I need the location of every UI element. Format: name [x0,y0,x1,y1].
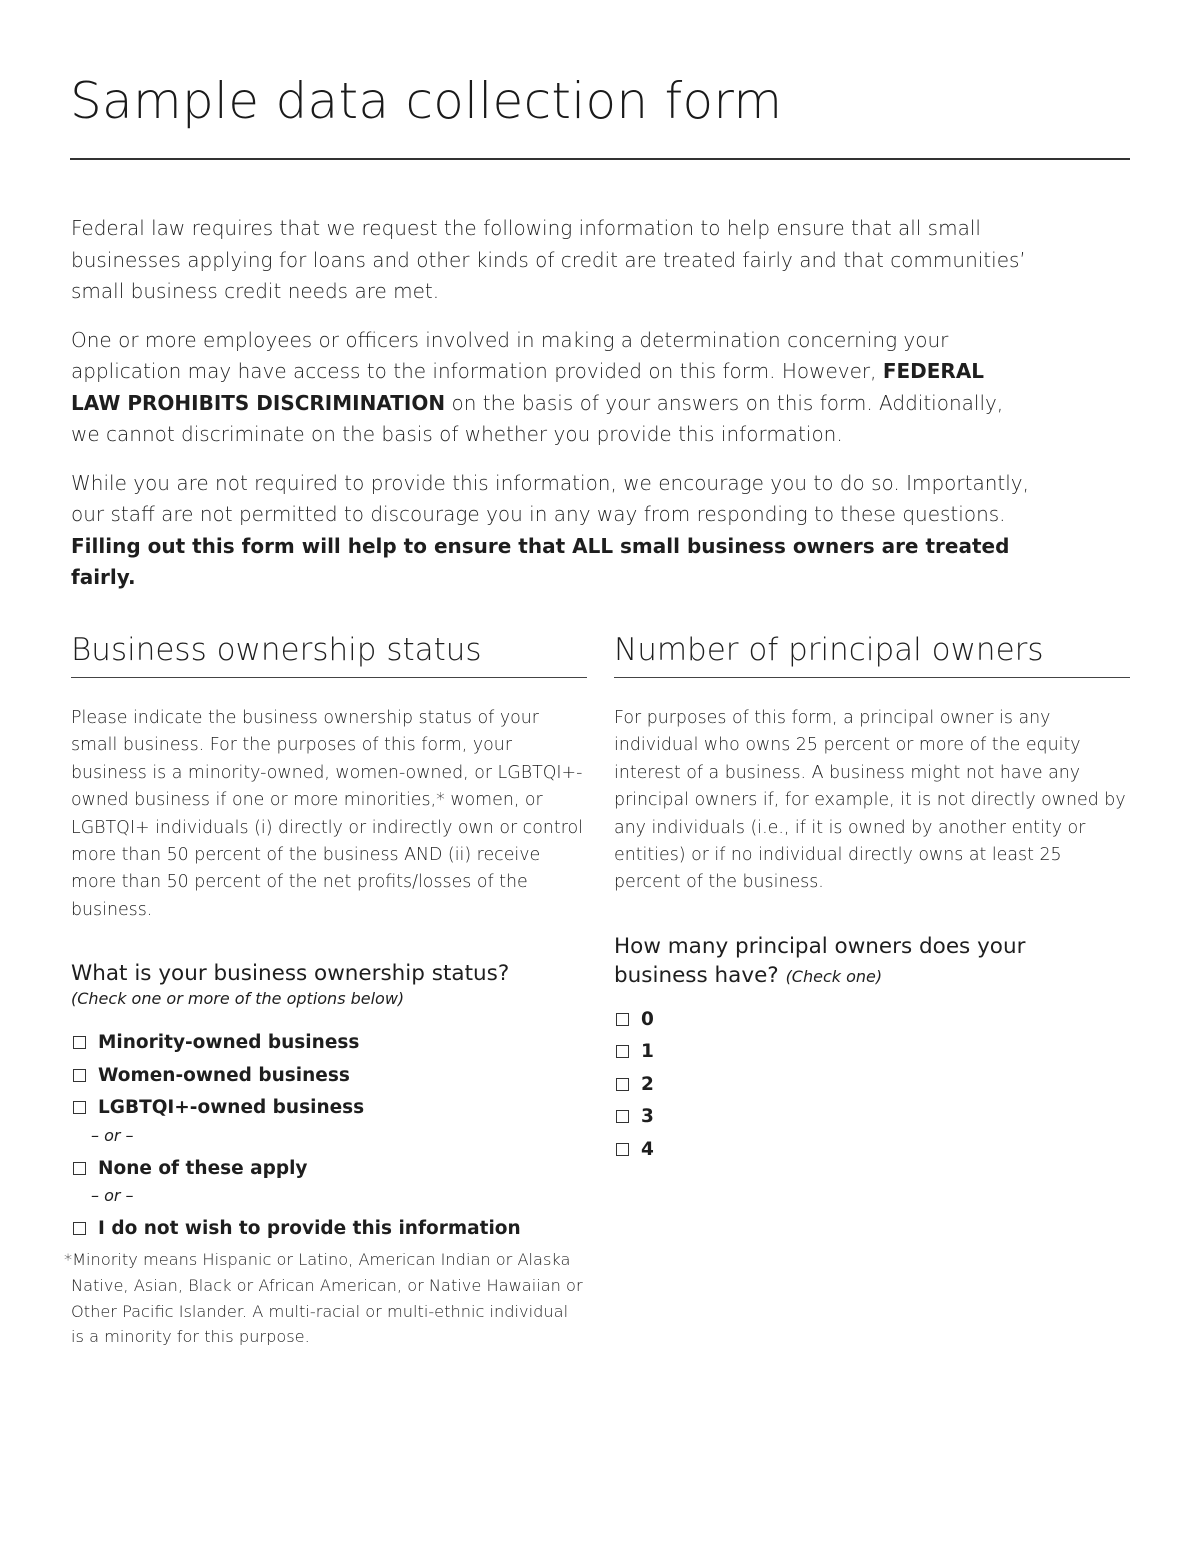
owners-heading: Number of principal owners [614,632,1044,668]
title-divider [70,158,1130,160]
owners-question-line2: business have? [614,962,779,988]
option-label: LGBTQI+-owned business [98,1097,365,1118]
option-owners-2[interactable] [614,1068,1130,1101]
checkbox[interactable] [73,1101,86,1114]
ownership-status-section [71,628,587,1245]
owners-question-line1: How many principal owners does your [614,933,1026,959]
checkbox[interactable] [616,1110,629,1123]
option-label: 4 [641,1138,654,1160]
principal-owners-section [614,628,1130,1165]
option-decline[interactable] [71,1212,587,1245]
option-label: Minority-owned business [98,1032,360,1053]
intro-p2-bold: FEDERAL LAW PROHIBITS DISCRIMINATION [71,359,985,415]
ownership-divider [71,677,587,678]
checkbox[interactable] [73,1162,86,1175]
ownership-question-text: What is your business ownership status? [71,961,510,987]
page-title: Sample data collection form [70,72,783,130]
option-owners-4[interactable] [614,1133,1130,1166]
option-none-apply[interactable] [71,1152,587,1185]
intro-paragraph-1: Federal law requires that we request the following information to help ensure that all small businesses applying for loans and other kinds of credit are treated fairly and that communities’ small business credit needs are met. [71,216,1026,303]
or-separator: – or – [91,1186,134,1206]
checkbox[interactable] [73,1069,86,1082]
intro-text [71,213,1031,611]
option-owners-1[interactable] [614,1035,1130,1068]
ownership-question [71,959,587,1010]
checkbox[interactable] [616,1013,629,1026]
option-women-owned[interactable] [71,1059,587,1092]
minority-footnote [64,1247,594,1350]
option-label: 1 [641,1041,654,1063]
option-lgbtqi-owned[interactable] [71,1091,587,1124]
intro-p3-text: While you are not required to provide this information, we encourage you to do so. Importantly, our staff are not permitted to discourage you in any way from responding to these questions. [71,470,1029,526]
intro-p3-bold: Filling out this form will help to ensure that ALL small business owners are treated fairly. [71,533,1010,589]
owners-question [614,932,1130,991]
option-label: 3 [641,1106,654,1128]
option-owners-0[interactable] [614,1003,1130,1036]
checkbox[interactable] [616,1045,629,1058]
option-label: None of these apply [98,1157,308,1179]
footnote-line: *Minority means Hispanic or Latino, American Indian or Alaska [64,1250,571,1269]
ownership-heading: Business ownership status [71,632,482,668]
option-label: I do not wish to provide this information [98,1218,521,1239]
option-minority-owned[interactable] [71,1026,587,1059]
intro-paragraph-3 [71,468,1031,594]
owners-question-note: (Check one) [785,966,883,986]
checkbox[interactable] [616,1078,629,1091]
owners-options [614,1003,1130,1166]
checkbox[interactable] [73,1036,86,1049]
option-label: 2 [641,1073,654,1095]
intro-p2-text-a: One or more employees or officers involved in making a determination concerning your application may have access to the information provided on this form. However, [71,327,949,383]
owners-divider [614,677,1130,678]
ownership-question-note: (Check one or more of the options below) [71,989,405,1009]
owners-description: For purposes of this form, a principal owner is any individual who owns 25 percent or more of the equity interest of a business. A business might not have any principal owners if, for example, it is not directly owned by any individuals (i.e., if it is owned by another entity or entities) or if no individual directly owns at least 25 percent of the business. [614,708,1126,893]
footnote-line: Native, Asian, Black or African American, or Native Hawaiian or [71,1275,583,1295]
option-label: 0 [641,1008,654,1030]
or-separator: – or – [91,1125,134,1145]
intro-p2-text-b: on the basis of your answers on this form. Additionally, we cannot discriminate on the basis of whether you provide this information. [71,390,1004,446]
ownership-description: Please indicate the business ownership status of your small business. For the purposes of this form, your business is a minority-owned, women-owned, or LGBTQI+-owned business if one or more minorities,* women, or LGBTQI+ individuals (i) directly or indirectly own or control more than 50 percent of the business AND (ii) receive more than 50 percent of the net profits/losses of the business. [71,708,583,920]
intro-paragraph-2 [71,325,1031,451]
footnote-line: Other Pacific Islander. A multi-racial or multi-ethnic individual [71,1301,569,1321]
option-label: Women-owned business [98,1064,350,1086]
ownership-options [71,1026,587,1245]
checkbox[interactable] [73,1222,86,1235]
footnote-line: is a minority for this purpose. [71,1327,310,1347]
checkbox[interactable] [616,1143,629,1156]
option-owners-3[interactable] [614,1100,1130,1133]
